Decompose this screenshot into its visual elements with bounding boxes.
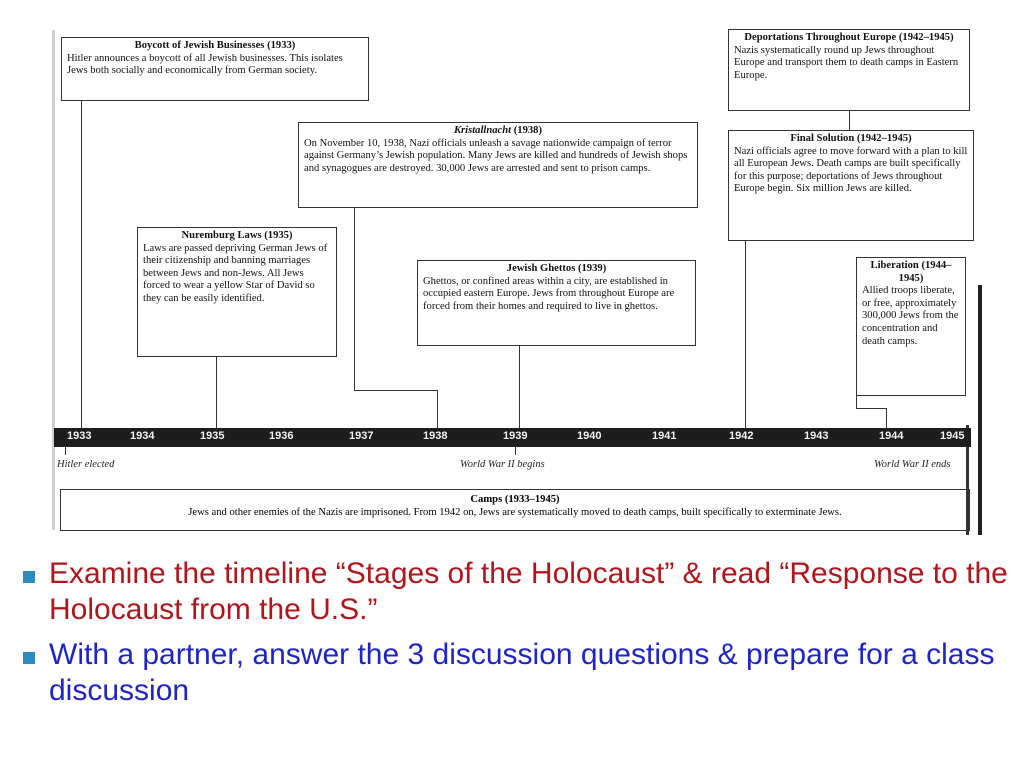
year-label: 1937 bbox=[349, 430, 374, 442]
scan-edge-left bbox=[52, 30, 55, 530]
connector-kristallnacht-v bbox=[354, 208, 355, 390]
event-liberation bbox=[856, 257, 966, 396]
event-title: Boycott of Jewish Businesses (1933) bbox=[134, 40, 296, 51]
connector-nuremberg bbox=[216, 357, 217, 429]
connector-deportations bbox=[849, 111, 850, 130]
event-title-rest: (1938) bbox=[511, 125, 542, 136]
bullet-item bbox=[20, 637, 1010, 709]
event-title bbox=[304, 125, 692, 138]
year-label: 1941 bbox=[652, 430, 677, 442]
year-label: 1945 bbox=[940, 430, 965, 442]
year-label: 1938 bbox=[423, 430, 448, 442]
camps-text: Jews and other enemies of the Nazis are imprisoned. From 1942 on, Jews are systematically moved to death camps, built specifically to exterminate Jews. bbox=[188, 507, 842, 518]
scan-edge-right bbox=[978, 285, 982, 535]
connector-kristallnacht-h bbox=[354, 390, 437, 391]
axis-tick bbox=[65, 447, 66, 455]
year-label: 1933 bbox=[67, 430, 92, 442]
event-kristallnacht bbox=[298, 122, 698, 208]
year-label: 1942 bbox=[729, 430, 754, 442]
event-title: Nuremburg Laws (1935) bbox=[181, 230, 293, 241]
axis-tick bbox=[515, 447, 516, 455]
year-label: 1944 bbox=[879, 430, 904, 442]
axis-tick bbox=[966, 447, 967, 455]
event-deportations bbox=[728, 29, 970, 111]
event-text: Ghettos, or confined areas within a city, are established in occupied eastern Europe. Jews from throughout Europe are forced from their homes and required to live in ghettos. bbox=[423, 275, 675, 312]
square-bullet-icon bbox=[23, 652, 35, 664]
connector-boycott bbox=[81, 100, 82, 429]
event-nuremberg bbox=[137, 227, 337, 357]
square-bullet-icon bbox=[23, 571, 35, 583]
bullet-text: Examine the timeline “Stages of the Holocaust” & read “Response to the Holocaust from the U.S.” bbox=[49, 557, 1008, 626]
event-final-solution bbox=[728, 130, 974, 241]
year-label: 1943 bbox=[804, 430, 829, 442]
bullet-text: With a partner, answer the 3 discussion questions & prepare for a class discussion bbox=[49, 638, 995, 707]
event-camps bbox=[60, 489, 970, 531]
year-label: 1940 bbox=[577, 430, 602, 442]
event-text: Laws are passed depriving German Jews of their citizenship and banning marriages between Jews and non-Jews. All Jews forced to wear a yellow Star of David so they can be easily identified. bbox=[143, 242, 328, 304]
caption-ww2-ends: World War II ends bbox=[874, 459, 951, 470]
event-title: Deportations Throughout Europe (1942–1945) bbox=[744, 32, 954, 43]
connector-liberation-v2 bbox=[886, 408, 887, 429]
connector-kristallnacht-v2 bbox=[437, 390, 438, 429]
event-text: On November 10, 1938, Nazi officials unleash a savage nationwide campaign of terror against Germany’s Jewish population. Many Jews are killed and hundreds of Jewish shops and synagogues are destroyed. 30,000 Jews are arrested and sent to prison camps. bbox=[304, 137, 688, 174]
year-label: 1936 bbox=[269, 430, 294, 442]
year-label: 1935 bbox=[200, 430, 225, 442]
event-boycott bbox=[61, 37, 369, 101]
event-title: Liberation (1944–1945) bbox=[870, 260, 952, 284]
bullet-item bbox=[20, 556, 1010, 628]
event-title: Jewish Ghettos (1939) bbox=[506, 263, 607, 274]
year-label: 1939 bbox=[503, 430, 528, 442]
event-ghettos bbox=[417, 260, 696, 346]
event-title-italic: Kristallnacht bbox=[453, 125, 512, 136]
caption-ww2-begins: World War II begins bbox=[460, 459, 545, 470]
slide-bullets bbox=[20, 556, 1010, 718]
event-text: Allied troops liberate, or free, approximately 300,000 Jews from the concentration and death camps. bbox=[862, 285, 959, 347]
camps-title: Camps (1933–1945) bbox=[470, 494, 560, 505]
connector-final-solution bbox=[745, 241, 746, 429]
year-label: 1934 bbox=[130, 430, 155, 442]
event-text: Nazi officials agree to move forward with a plan to kill all European Jews. Death camps are built specifically for this purpose; deportations of Jews throughout Europe begin. Six million Jews are killed. bbox=[734, 145, 968, 195]
event-title: Final Solution (1942–1945) bbox=[790, 133, 912, 144]
caption-hitler-elected: Hitler elected bbox=[57, 459, 115, 470]
connector-liberation-h bbox=[856, 408, 886, 409]
event-text: Nazis systematically round up Jews throughout Europe and transport them to death camps in Eastern Europe. bbox=[734, 44, 959, 81]
connector-ghettos bbox=[519, 346, 520, 429]
connector-liberation bbox=[856, 396, 857, 408]
event-text: Hitler announces a boycott of all Jewish businesses. This isolates Jews both socially and economically from German society. bbox=[67, 52, 343, 77]
